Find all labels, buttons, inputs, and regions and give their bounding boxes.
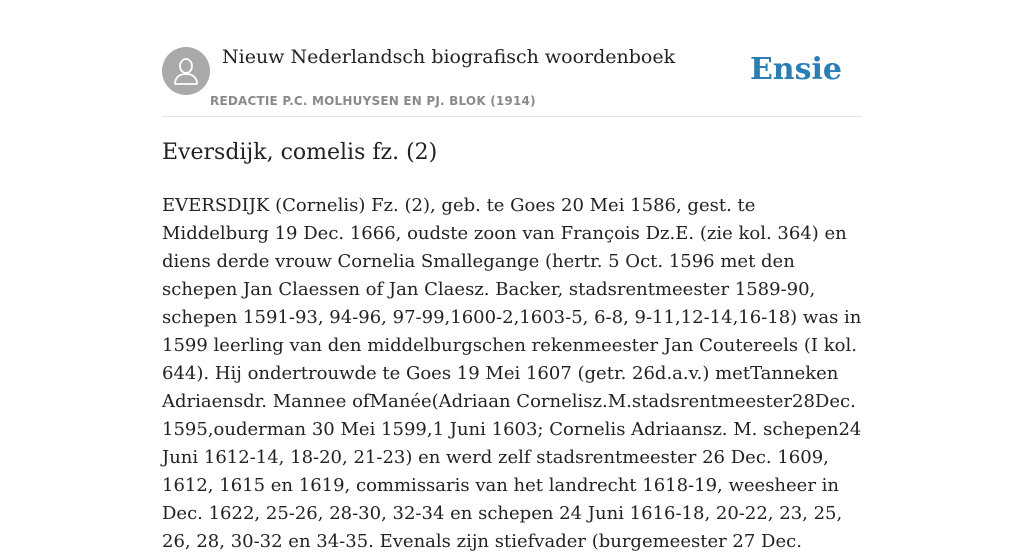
- book-title[interactable]: Nieuw Nederlandsch biografisch woordenboek: [222, 46, 676, 68]
- avatar[interactable]: [162, 47, 210, 95]
- user-icon: [172, 56, 200, 86]
- entry-title: Eversdijk, comelis fz. (2): [162, 140, 438, 165]
- book-subtitle: REDACTIE P.C. MOLHUYSEN EN PJ. BLOK (1914): [210, 94, 536, 108]
- page-container: [162, 0, 862, 552]
- header: [162, 0, 862, 117]
- entry-body: EVERSDIJK (Cornelis) Fz. (2), geb. te Goes 20 Mei 1586, gest. te Middelburg 19 Dec. 1666, oudste zoon van François Dz.E. (zie kol. 364) en diens derde vrouw Cornelia Smallegange (hertr. 5 Oct. 1596 met den schepen Jan Claessen of Jan Claesz. Backer, stadsrentmeester 1589-90, schepen 1591-93, 94-96, 97-99,1600-2,1603-5, 6-8, 9-11,12-14,16-18) was in 1599 leerling van den middelburgschen rekenmeester Jan Coutereels (I kol. 644). Hij ondertrouwde te Goes 19 Mei 1607 (getr. 26d.a.v.) metTanneken Adriaensdr. Mannee ofManée(Adriaan Cornelisz.M.stadsrentmeester28Dec. 1595,ouderman 30 Mei 1599,1 Juni 1603; Cornelis Adriaansz. M. schepen24 Juni 1612-14, 18-20, 21-23) en werd zelf stadsrentmeester 26 Dec. 1609, 1612, 1615 en 1619, commissaris van het landrecht 1618-19, weesheer in Dec. 1622, 25-26, 28-30, 32-34 en schepen 24 Juni 1616-18, 20-22, 23, 25, 26, 28, 30-32 en 34-35. Evenals zijn stiefvader (burgemeester 27 Dec.: [162, 195, 862, 552]
- site-logo[interactable]: Ensie: [749, 52, 842, 87]
